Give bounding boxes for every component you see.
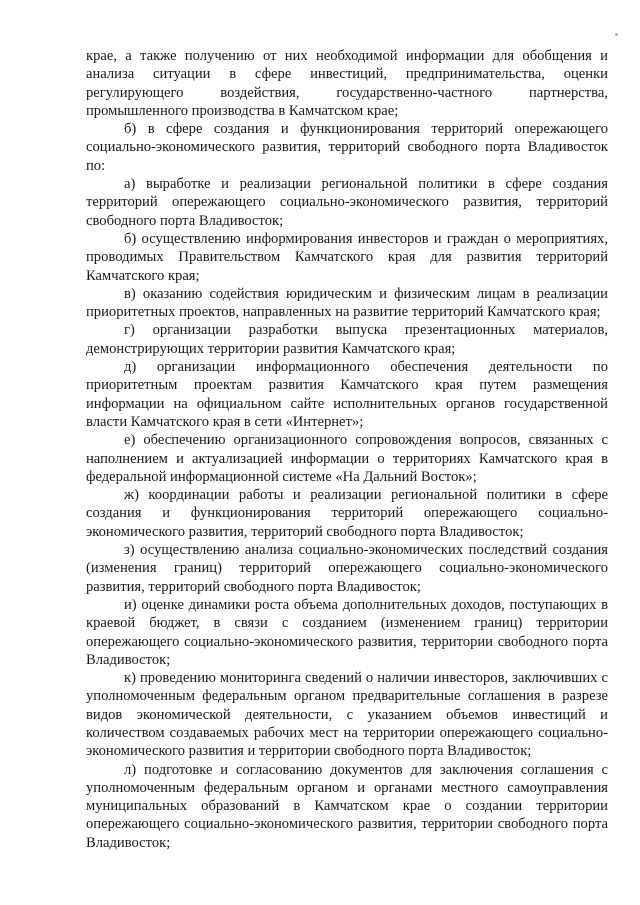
- scan-mark: [615, 33, 618, 36]
- paragraph-item-b: б) осуществлению информирования инвесторов и граждан о мероприятиях, проводимых Правительством Камчатского края для развития территорий Камчатского края;: [86, 230, 608, 284]
- paragraph-item-i: и) оценке динамики роста объема дополнительных доходов, поступающих в краевой бюджет, в связи с созданием (изменением границ) территории опережающего социально-экономического развития, территории свободного порта Владивосток;: [86, 596, 608, 668]
- paragraph-item-zh: ж) координации работы и реализации региональной политики в сфере создания и функционирования территорий опережающего социально-экономического развития, территорий свободного порта Владивосток;: [86, 487, 608, 540]
- paragraph-continuation: крае, а также получению от них необходимой информации для обобщения и анализа ситуации в сфере инвестиций, предпринимательства, оценки регулирующего воздействия, государственно-частного партнерства, промышленного производства в Камчатском крае;: [86, 48, 608, 119]
- paragraph-item-l: л) подготовке и согласованию документов для заключения соглашения с уполномоченным федеральным органом и органами местного самоуправления муниципальных образований в Камчатском крае о создании территории опережающего социально-экономического развития, территории свободного порта Владивосток;: [86, 761, 608, 851]
- paragraph-item-z: з) осуществлению анализа социально-экономических последствий создания (изменения границ) территорий опережающего социально-экономического развития, территорий свободного порта Владивосток;: [86, 542, 608, 595]
- paragraph-item-a: а) выработке и реализации региональной политики в сфере создания территорий опережающего социально-экономического развития, территорий свободного порта Владивосток;: [86, 176, 608, 229]
- paragraph-section-b: б) в сфере создания и функционирования территорий опережающего социально-экономического развития, территорий свободного порта Владивосток по:: [86, 121, 608, 174]
- paragraph-item-e: е) обеспечению организационного сопровождения вопросов, связанных с наполнением и актуализацией информации о территориях Камчатского края в федеральной информационной системе «На Дальний Восток»;: [86, 432, 608, 485]
- body-text: [86, 47, 608, 852]
- paragraph-item-g: г) организации разработки выпуска презентационных материалов, демонстрирующих территории развития Камчатского края;: [86, 322, 608, 357]
- paragraph-item-d: д) организации информационного обеспечения деятельности по приоритетным проектам развития Камчатского края путем размещения информации на официальном сайте исполнительных органов государственной власти Камчатского края в сети «Интернет»;: [86, 359, 608, 430]
- paragraph-item-k: к) проведению мониторинга сведений о наличии инвесторов, заключивших с уполномоченным федеральным органом предварительные соглашения в разрезе видов экономической деятельности, с указанием объемов инвестиций и количеством создаваемых рабочих мест на территории опережающего социально-экономического развития и территории свободного порта Владивосток;: [86, 670, 608, 760]
- paragraph-item-v: в) оказанию содействия юридическим и физическим лицам в реализации приоритетных проектов, направленных на развитие территорий Камчатского края;: [86, 285, 608, 321]
